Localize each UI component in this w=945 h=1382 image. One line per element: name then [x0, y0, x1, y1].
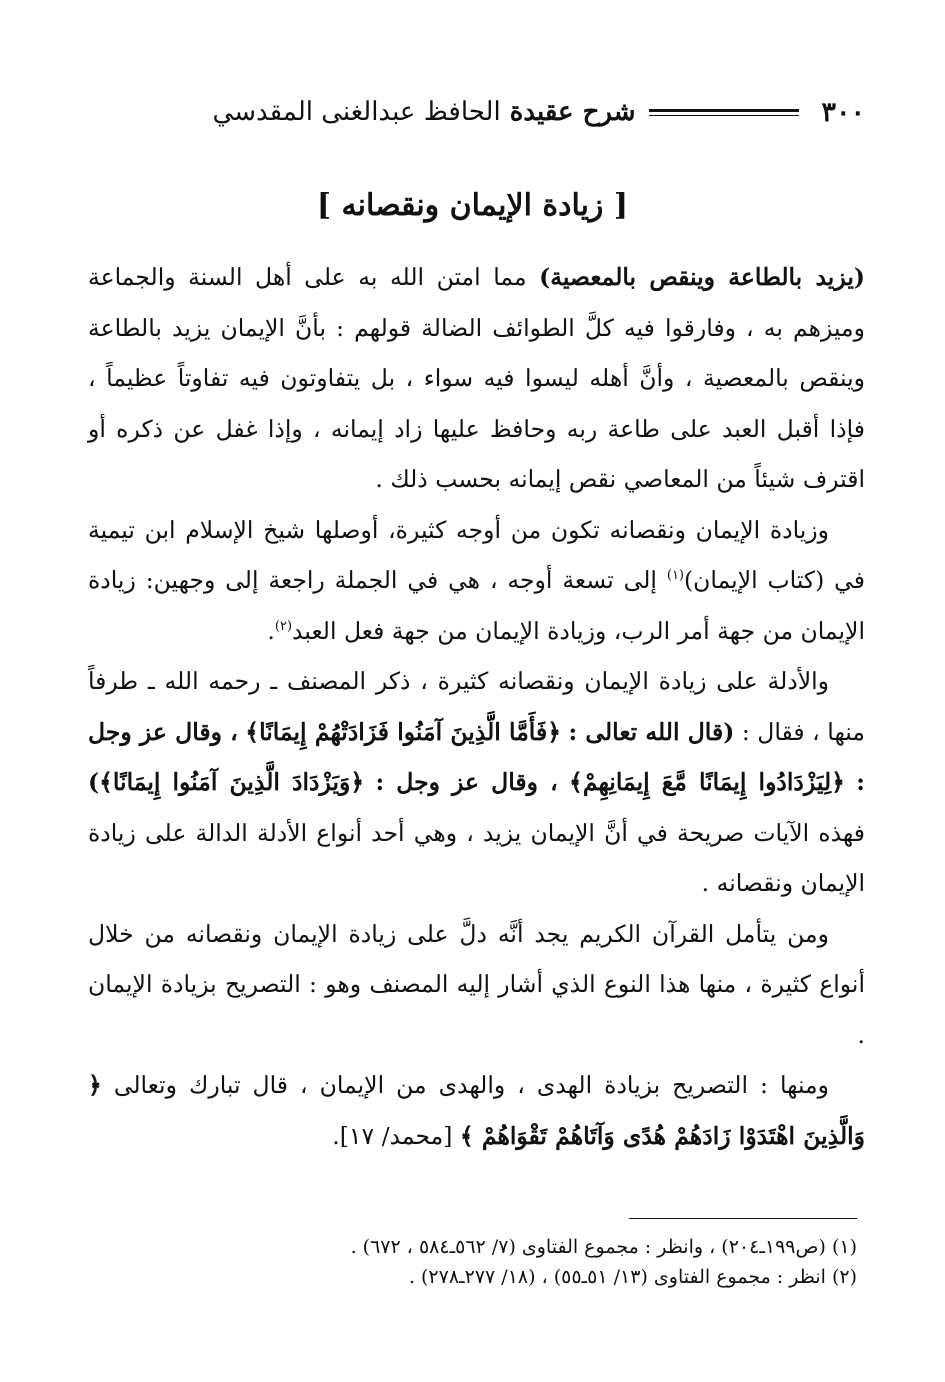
footnote-ref-1: (١)	[666, 568, 684, 584]
paragraph-3-text: والأدلة على زيادة الإيمان ونقصانه كثيرة ، ذكر المصنف ـ رحمه الله ـ طرفاً منها ، فقال :	[88, 667, 865, 746]
paragraph-2-part-1: وزيادة الإيمان ونقصانه تكون من أوجه كثيرة، أوصلها شيخ الإسلام ابن تيمية في (كتاب الإيمان)	[88, 515, 865, 594]
running-title	[213, 97, 636, 127]
page-header	[80, 92, 865, 132]
paragraph-4	[88, 909, 865, 1061]
ayah-4: ﴿ وَالَّذِينَ اهْتَدَوْا زَادَهُمْ هُدًى وَآتَاهُمْ تَقْوَاهُمْ ﴾	[88, 1071, 865, 1150]
matn-quote-intro-2: ، وقال عز وجل :	[88, 717, 865, 796]
paragraph-3	[88, 656, 865, 909]
paragraph-1	[88, 252, 865, 505]
body-text	[88, 252, 865, 1161]
paragraph-2-part-2: إلى تسعة أوجه ، هي في الجملة راجعة إلى وجهين: زيادة الإيمان من جهة أمر الرب، وزيادة الإيمان من جهة فعل العبد	[88, 566, 865, 645]
paragraph-5	[88, 1060, 865, 1161]
paragraph-4-text: ومن يتأمل القرآن الكريم يجد أنَّه دلَّ على زيادة الإيمان ونقصانه من خلال أنواع كثيرة ، منها هذا النوع الذي أشار إليه المصنف وهو : التصريح بزيادة الإيمان .	[88, 919, 865, 1049]
paragraph-2-end: .	[267, 616, 275, 645]
ayah-1: ﴿فَأَمَّا الَّذِينَ آمَنُوا فَزَادَتْهُمْ إِيمَانًا﴾	[245, 717, 561, 746]
ayah-4-reference: [محمد/ ١٧].	[332, 1121, 453, 1150]
running-title-bold: شرح عقيدة	[509, 97, 636, 127]
matn-text-1: (يزيد بالطاعة وينقص بالمعصية)	[539, 263, 865, 291]
paragraph-5-text: ومنها : التصريح بزيادة الهدى ، والهدى من الإيمان ، قال تبارك وتعالى	[113, 1071, 829, 1099]
running-title-rest: الحافظ عبدالغنى المقدسي	[212, 97, 501, 127]
footnote-ref-2: (٢)	[274, 618, 293, 634]
paragraph-3-end: فهذه الآيات صريحة في أنَّ الإيمان يزيد ، وهي أحد أنواع الأدلة الدالة على زيادة الإيمان ونقصانه .	[88, 818, 865, 897]
paragraph-2	[88, 505, 865, 657]
paragraph-1-text: مما امتن الله به على أهل السنة والجماعة وميزهم به ، وفارقوا فيه كلَّ الطوائف الضالة قولهم : بأنَّ الإيمان يزيد بالطاعة وينقص بالمعصية ، وأنَّ أهله ليسوا فيه سواء ، بل يتفاوتون فيه تفاوتاً عظيماً ، فإذا أقبل العبد على طاعة ربه وحافظ عليها زاد إيمانه ، وإذا غفل عن ذكره أو اقترف شيئاً من المعاصي نقص إيمانه بحسب ذلك .	[88, 263, 865, 493]
footnote-1: (١) (ص١٩٩ـ٢٠٤) ، وانظر : مجموع الفتاوى (٧/ ٥٦٢ـ٥٨٤ ، ٦٧٢) .	[350, 1236, 857, 1258]
ayah-3: ﴿وَيَزْدَادَ الَّذِينَ آمَنُوا إِيمَانًا﴾)	[88, 768, 365, 796]
ayah-2: ﴿لِيَزْدَادُوا إِيمَانًا مَّعَ إِيمَانِهِمْ﴾	[569, 768, 845, 796]
section-heading: [ زيادة الإيمان ونقصانه ]	[316, 188, 629, 223]
footnote-2: (٢) انظر : مجموع الفتاوى (١٣/ ٥١ـ٥٥) ، (١٨/ ٢٧٧ـ٢٧٨) .	[408, 1266, 857, 1288]
footnote-rule	[629, 1218, 857, 1219]
page-number: ٣٠٠	[821, 96, 865, 128]
matn-quote-intro-3: ، وقال عز وجل :	[375, 768, 558, 796]
footnotes	[88, 1232, 857, 1292]
matn-quote-intro-1: (قال الله تعالى :	[568, 717, 735, 746]
header-rule	[649, 109, 799, 116]
